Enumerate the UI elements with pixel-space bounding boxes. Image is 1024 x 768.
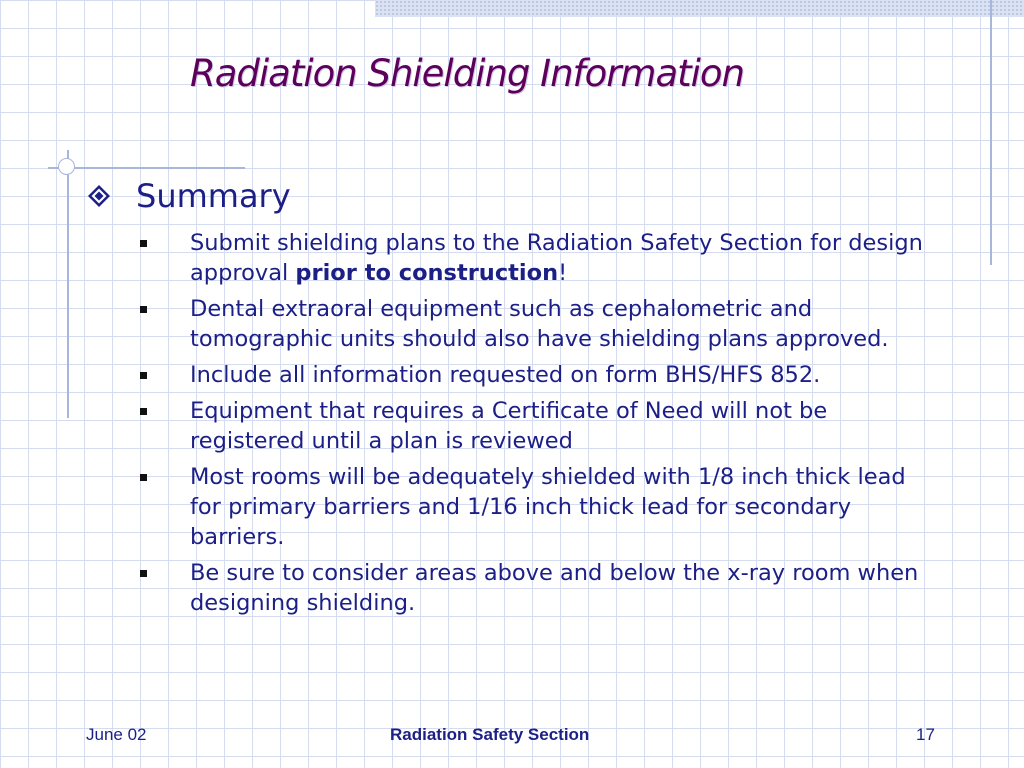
summary-heading (88, 178, 291, 214)
bullet-list (140, 228, 940, 624)
list-item (140, 462, 940, 552)
bullet-text: Include all information requested on form BHS/HFS 852. (190, 362, 821, 388)
header-dot-pattern (375, 0, 1024, 17)
diamond-icon (88, 185, 110, 207)
square-bullet-icon (140, 570, 147, 577)
square-bullet-icon (140, 240, 147, 247)
left-horizontal-line (48, 167, 245, 169)
bullet-text: Dental extraoral equipment such as cephalometric and tomographic units should also have shielding plans approved. (190, 296, 889, 352)
square-bullet-icon (140, 306, 147, 313)
bullet-emphasis: prior to construction (295, 260, 559, 286)
square-bullet-icon (140, 408, 147, 415)
bullet-text: Be sure to consider areas above and below the x-ray room when designing shielding. (190, 560, 919, 616)
footer-date: June 02 (86, 725, 147, 744)
list-item (140, 558, 940, 618)
slide-title: Radiation Shielding Information (190, 52, 745, 95)
top-right-vertical-line (990, 0, 992, 265)
list-item (140, 294, 940, 354)
square-bullet-icon (140, 474, 147, 481)
list-item (140, 228, 940, 288)
square-bullet-icon (140, 372, 147, 379)
left-ring-icon (58, 158, 75, 175)
page-number: 17 (916, 725, 935, 744)
bullet-text: Equipment that requires a Certificate of Need will not be registered until a plan is reviewed (190, 398, 828, 454)
list-item (140, 396, 940, 456)
bullet-suffix: ! (558, 260, 568, 286)
bullet-text: Most rooms will be adequately shielded with 1/8 inch thick lead for primary barriers and 1/16 inch thick lead for secondary barriers. (190, 464, 906, 550)
left-vertical-line (67, 150, 69, 418)
footer-organization: Radiation Safety Section (390, 725, 590, 744)
bullet-text: Submit shielding plans to the Radiation Safety Section for design approval (190, 230, 923, 286)
list-item (140, 360, 940, 390)
summary-label: Summary (136, 177, 291, 215)
